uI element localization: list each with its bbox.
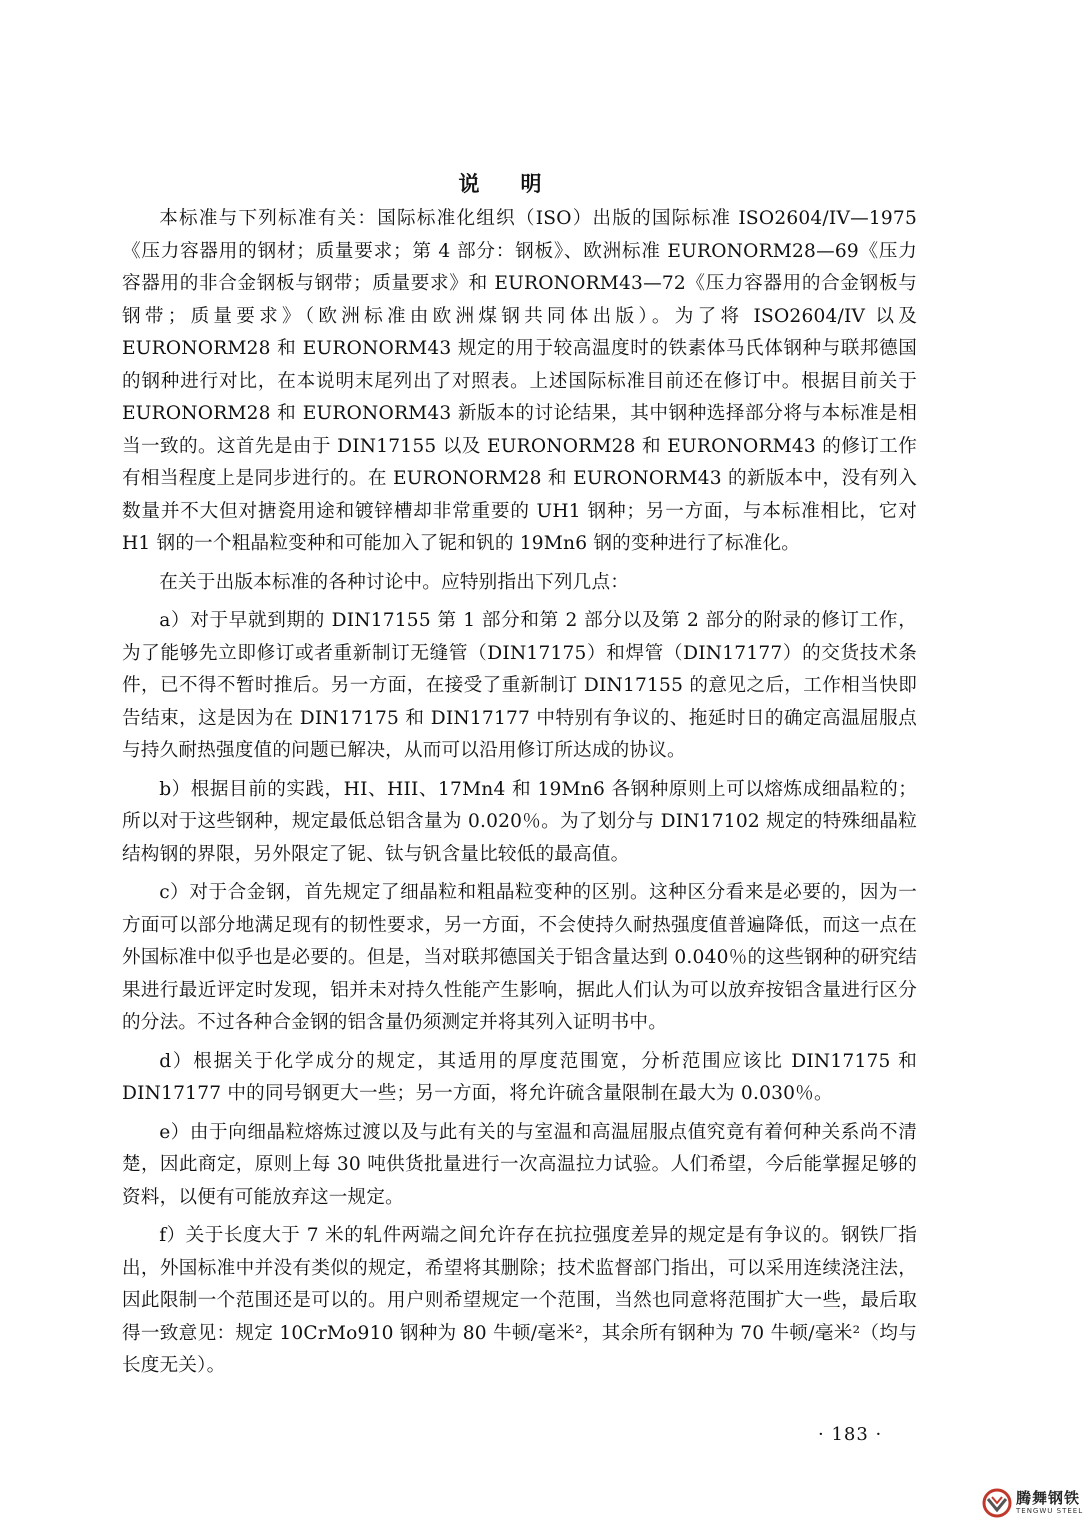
tengwu-logo-icon	[982, 1488, 1012, 1518]
point-e: e）由于向细晶粒熔炼过渡以及与此有关的与室温和高温屈服点值究竟有着何种关系尚不清楚，因此商定，原则上每 30 吨供货批量进行一次高温拉力试验。人们希望，今后能掌握足够的资料，以便有可能放弃这一规定。	[122, 1121, 917, 1208]
page-number: · 183 ·	[818, 1424, 883, 1445]
watermark-name: 腾舞钢铁	[1016, 1489, 1081, 1507]
body-text	[122, 203, 917, 1389]
point-a: a）对于早就到期的 DIN17155 第 1 部分和第 2 部分以及第 2 部分的附录的修订工作，为了能够先立即修订或者重新制订无缝管（DIN17175）和焊管（DIN17177）的交货技术条件，已不得不暂时推后。另一方面，在接受了重新制订 DIN17155 的意见之后，工作相当快即告结束，这是因为在 DIN17175 和 DIN17177 中特别有争议的、拖延时日的确定高温屈服点与持久耐热强度值的问题已解决，从而可以沿用修订所达成的协议。	[122, 610, 917, 761]
watermark-logo	[982, 1488, 1087, 1518]
watermark-sub: TENGWU STEEL	[1016, 1507, 1084, 1515]
discussion-intro: 在关于出版本标准的各种讨论中。应特别指出下列几点：	[159, 571, 630, 593]
point-c: c）对于合金钢，首先规定了细晶粒和粗晶粒变种的区别。这种区分看来是必要的，因为一方面可以部分地满足现有的韧性要求，另一方面，不会使持久耐热强度值普遍降低，而这一点在外国标准中似乎也是必要的。但是，当对联邦德国关于铝含量达到 0.040％的这些钢种的研究结果进行最近评定时发现，铝并未对持久性能产生影响，据此人们认为可以放弃按铝含量进行区分的分法。不过各种合金钢的铝含量仍须测定并将其列入证明书中。	[122, 882, 917, 1033]
point-f: f）关于长度大于 7 米的轧件两端之间允许存在抗拉强度差异的规定是有争议的。钢铁厂指出，外国标准中并没有类似的规定，希望将其删除；技术监督部门指出，可以采用连续浇注法，因此限制一个范围还是可以的。用户则希望规定一个范围，当然也同意将范围扩大一些，最后取得一致意见：规定 10CrMo910 钢种为 80 牛顿/毫米²，其余所有钢种为 70 牛顿/毫米²（均与长度无关）。	[122, 1225, 917, 1376]
intro-paragraph: 本标准与下列标准有关：国际标准化组织（ISO）出版的国际标准 ISO2604/IV—1975《压力容器用的钢材；质量要求；第 4 部分：钢板》、欧洲标准 EURONORM28—69《压力容器用的非合金钢板与钢带；质量要求》和 EURONORM43—72《压力容器用的合金钢板与钢带；质量要求》（欧洲标准由欧洲煤钢共同体出版）。为了将 ISO2604/IV 以及 EURONORM28 和 EURONORM43 规定的用于较高温度时的铁素体马氏体钢种与联邦德国的钢种进行对比，在本说明末尾列出了对照表。上述国际标准目前还在修订中。根据目前关于 EURONORM28 和 EURONORM43 新版本的讨论结果，其中钢种选择部分将与本标准是相当一致的。这首先是由于 DIN17155 以及 EURONORM28 和 EURONORM43 的修订工作有相当程度上是同步进行的。在 EURONORM28 和 EURONORM43 的新版本中，没有列入数量并不大但对搪瓷用途和镀锌槽却非常重要的 UH1 钢种；另一方面，与本标准相比，它对 H1 钢的一个粗晶粒变种和可能加入了铌和钒的 19Mn6 钢的变种进行了标准化。	[122, 208, 917, 554]
point-b: b）根据目前的实践，HI、HII、17Mn4 和 19Mn6 各钢种原则上可以熔炼成细晶粒的；所以对于这些钢种，规定最低总铝含量为 0.020％。为了划分与 DIN17102 规定的特殊细晶粒结构钢的界限，另外限定了铌、钛与钒含量比较低的最高值。	[122, 778, 917, 865]
document-title: 说 明	[458, 171, 552, 196]
point-d: d）根据关于化学成分的规定，其适用的厚度范围宽，分析范围应该比 DIN17175 和 DIN17177 中的同号钢更大一些；另一方面，将允许硫含量限制在最大为 0.030％。	[122, 1050, 917, 1104]
